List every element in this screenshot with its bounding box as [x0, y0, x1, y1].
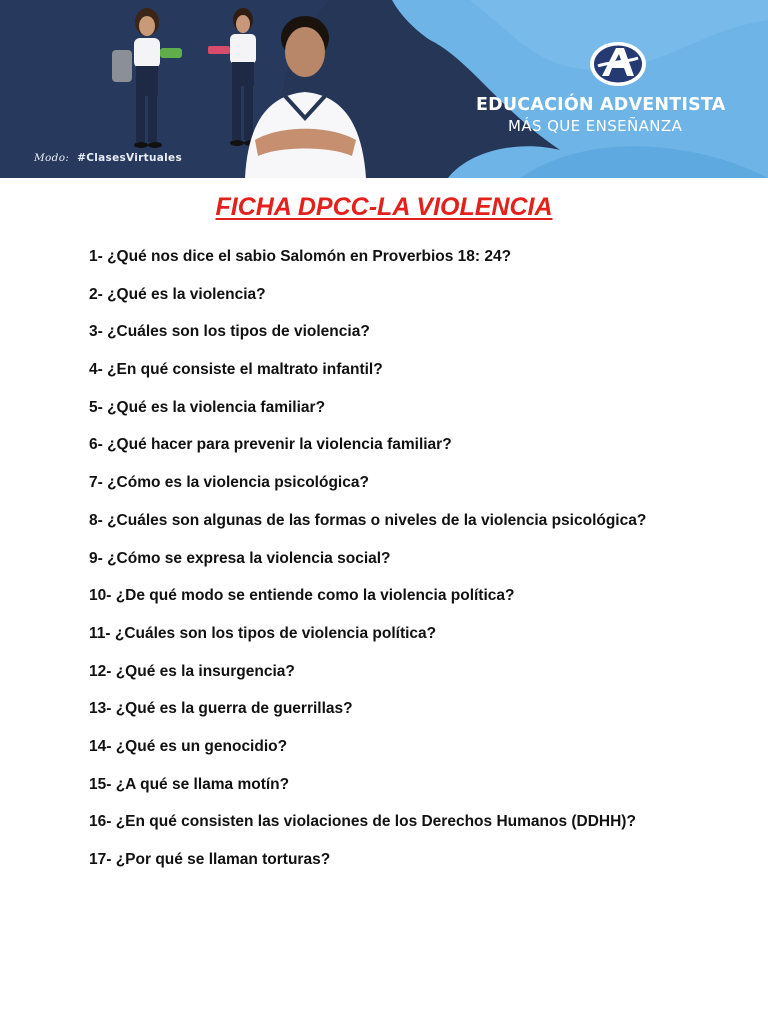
question-item: 5- ¿Qué es la violencia familiar? — [89, 398, 326, 416]
adventist-logo-icon — [588, 40, 648, 88]
question-item: 16- ¿En qué consisten las violaciones de los Derechos Humanos (DDHH)? — [89, 813, 636, 831]
mode-caption — [34, 152, 182, 164]
question-item: 9- ¿Cómo se expresa la violencia social? — [89, 549, 391, 567]
question-item: 3- ¿Cuáles son los tipos de violencia? — [89, 323, 370, 341]
question-item: 17- ¿Por qué se llaman torturas? — [89, 851, 331, 868]
brand-subtitle: MÁS QUE ENSEÑANZA — [508, 117, 683, 135]
question-list — [89, 246, 646, 887]
question-item: 15- ¿A qué se llama motín? — [89, 775, 290, 793]
question-item: 14- ¿Qué es un genocidio? — [89, 737, 288, 755]
mode-prefix: Modo: — [34, 152, 70, 164]
question-item: 11- ¿Cuáles son los tipos de violencia política? — [89, 624, 437, 642]
question-item: 6- ¿Qué hacer para prevenir la violencia familiar? — [89, 436, 452, 454]
brand-title: EDUCACIÓN ADVENTISTA — [476, 95, 726, 115]
worksheet-title-text: FICHA DPCC-LA VIOLENCIA — [215, 193, 553, 221]
mode-hashtag: #ClasesVirtuales — [77, 152, 183, 164]
question-item: 7- ¿Cómo es la violencia psicológica? — [89, 474, 369, 492]
question-item: 2- ¿Qué es la violencia? — [89, 285, 266, 303]
question-item: 4- ¿En qué consiste el maltrato infantil? — [89, 361, 383, 379]
header-banner — [0, 0, 768, 178]
question-item: 8- ¿Cuáles son algunas de las formas o niveles de la violencia psicológica? — [89, 511, 647, 529]
worksheet-title — [0, 193, 768, 222]
question-item: 12- ¿Qué es la insurgencia? — [89, 662, 295, 680]
question-item: 1- ¿Qué nos dice el sabio Salomón en Proverbios 18: 24? — [89, 248, 512, 265]
question-item: 10- ¿De qué modo se entiende como la violencia política? — [89, 587, 515, 605]
question-item: 13- ¿Qué es la guerra de guerrillas? — [89, 700, 353, 718]
